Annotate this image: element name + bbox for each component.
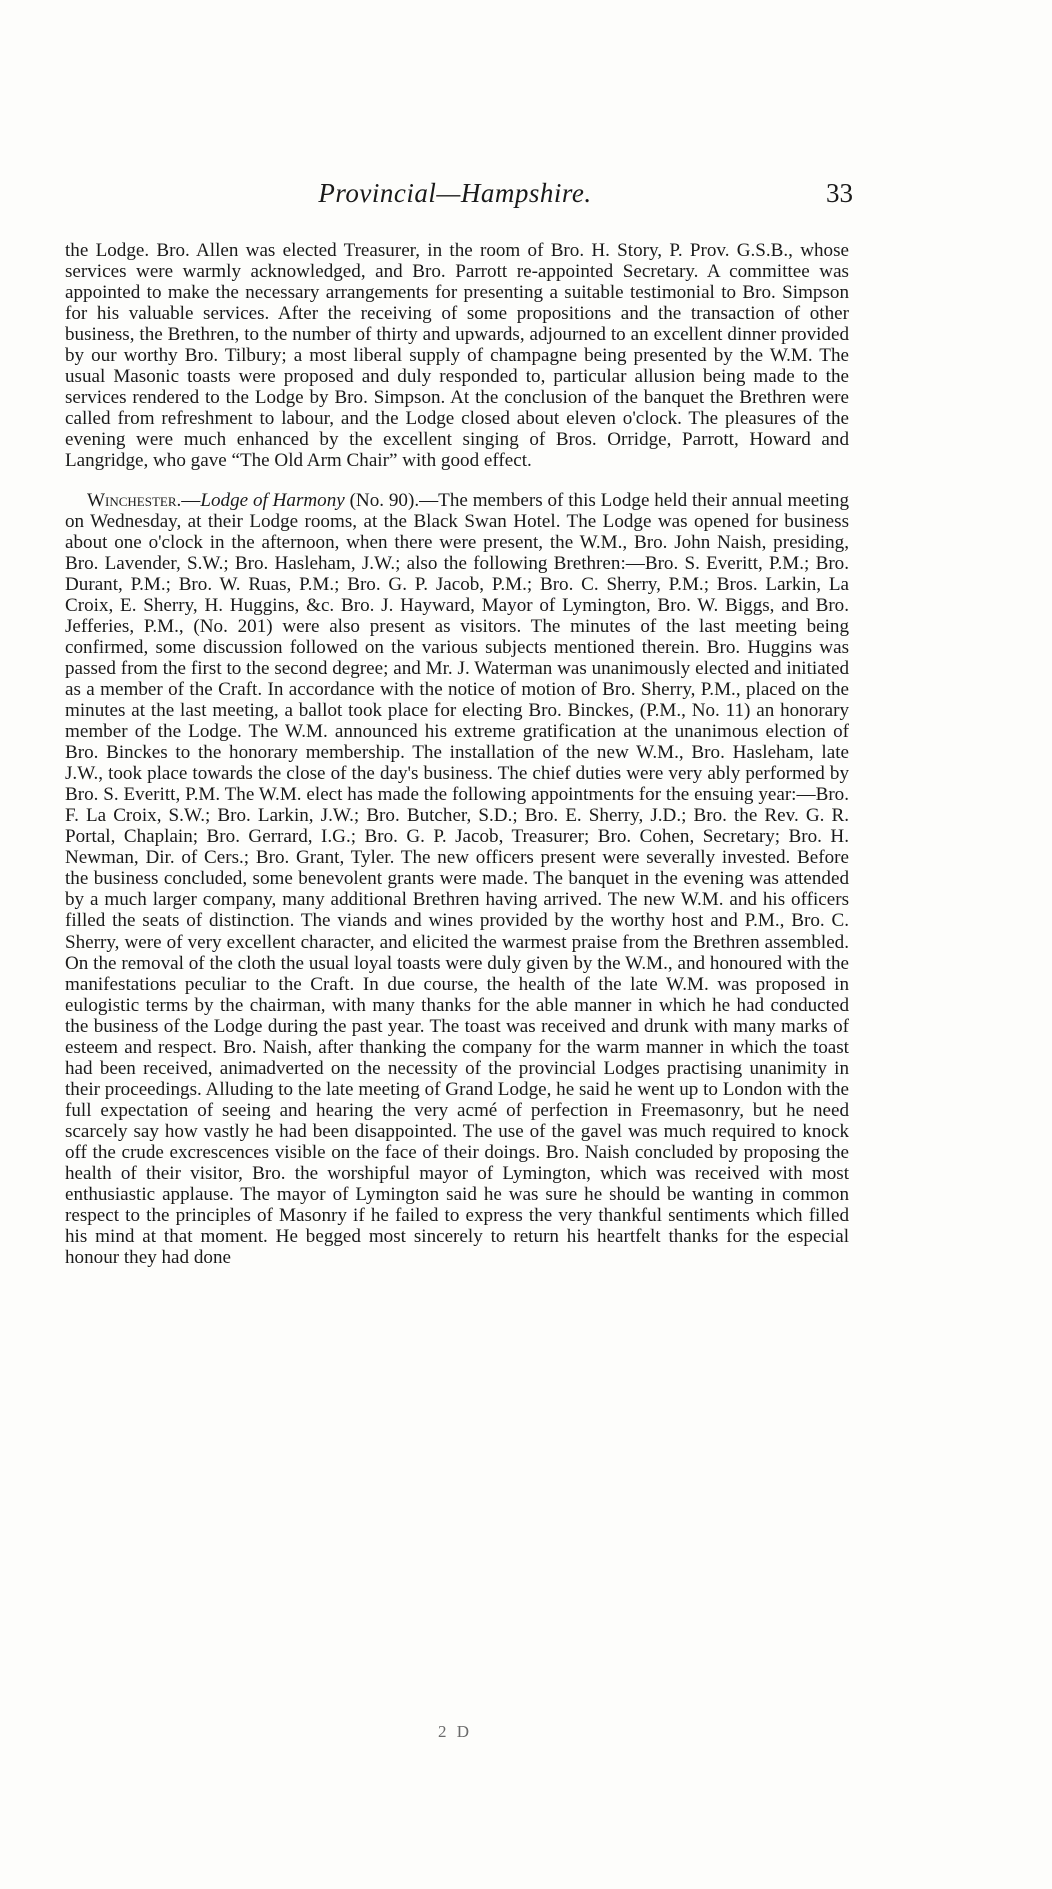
page-number: 33 [826, 178, 853, 208]
place-name: Winchester. [87, 489, 182, 511]
article-body [65, 240, 849, 1268]
running-head [65, 178, 853, 218]
paragraph-winchester [65, 490, 849, 1269]
running-title: Provincial—Hampshire. [318, 178, 592, 208]
printer-signature: 2 D [437, 1722, 473, 1741]
em-dash: — [181, 489, 201, 511]
paragraph-lodge-closing: the Lodge. Bro. Allen was elected Treasurer, in the room of Bro. H. Story, P. Prov. G.S.B., whose services were warmly acknowledged, and Bro. Parrott re-appointed Secretary. A committee was appointed to make the necessary arrangements for presenting a suitable testimonial to Bro. Simpson for his valuable services. After the receiving of some propositions and the transaction of other business, the Brethren, to the number of thirty and upwards, adjourned to an excellent dinner provided by our worthy Bro. Tilbury; a most liberal supply of champagne being presented by the W.M. The usual Masonic toasts were proposed and duly responded to, particular allusion being made to the services rendered to the Lodge by Bro. Simpson. At the conclusion of the banquet the Brethren were called from refreshment to labour, and the Lodge closed about eleven o'clock. The pleasures of the evening were much enhanced by the excellent singing of Bros. Orridge, Parrott, Howard and Langridge, who gave “The Old Arm Chair” with good effect. [65, 240, 849, 472]
lodge-name: Lodge of Harmony [200, 489, 345, 511]
paragraph-winchester-text: (No. 90).—The members of this Lodge held their annual meeting on Wednesday, at their Lodge rooms, at the Black Swan Hotel. The Lodge was opened for business about one o'clock in the afternoon, when there were present, the W.M., Bro. John Naish, presiding, Bro. Lavender, S.W.; Bro. Hasleham, J.W.; also the following Brethren:—Bro. S. Everitt, P.M.; Bro. Durant, P.M.; Bro. W. Ruas, P.M.; Bro. G. P. Jacob, P.M.; Bro. C. Sherry, P.M.; Bros. Larkin, La Croix, E. Sherry, H. Huggins, &c. Bro. J. Hayward, Mayor of Lymington, Bro. W. Biggs, and Bro. Jefferies, P.M., (No. 201) were also present as visitors. The minutes of the last meeting being confirmed, some discussion followed on the various subjects mentioned therein. Bro. Huggins was passed from the first to the second degree; and Mr. J. Waterman was unanimously elected and initiated as a member of the Craft. In accordance with the notice of motion of Bro. Sherry, P.M., placed on the minutes at the last meeting, a ballot took place for electing Bro. Binckes, (P.M., No. 11) an honorary member of the Lodge. The W.M. announced his extreme gratification at the unanimous election of Bro. Binckes to the honorary membership. The installation of the new W.M., Bro. Hasleham, late J.W., took place towards the close of the day's business. The chief duties were very ably performed by Bro. S. Everitt, P.M. The W.M. elect has made the following appointments for the ensuing year:—Bro. F. La Croix, S.W.; Bro. Larkin, J.W.; Bro. Butcher, S.D.; Bro. E. Sherry, J.D.; Bro. the Rev. G. R. Portal, Chaplain; Bro. Gerrard, I.G.; Bro. G. P. Jacob, Treasurer; Bro. Cohen, Secretary; Bro. H. Newman, Dir. of Cers.; Bro. Grant, Tyler. The new officers present were severally invested. Before the business concluded, some benevolent grants were made. The banquet in the evening was attended by a much larger company, many additional Brethren having arrived. The new W.M. and his officers filled the seats of distinction. The viands and wines provided by the worthy host and P.M., Bro. C. Sherry, were of very excellent character, and elicited the warmest praise from the Brethren assembled. On the removal of the cloth the usual loyal toasts were duly given by the W.M., and honoured with the manifestations peculiar to the Craft. In due course, the health of the late W.M. was proposed in eulogistic terms by the chairman, with many thanks for the able manner in which he had conducted the business of the Lodge during the past year. The toast was received and drunk with many marks of esteem and respect. Bro. Naish, after thanking the company for the warm manner in which the toast had been received, animadverted on the necessity of the provincial Lodges practising unanimity in their proceedings. Alluding to the late meeting of Grand Lodge, he said he went up to London with the full expectation of seeing and hearing the very acmé of perfection in Freemasonry, but he need scarcely say how vastly he had been disappointed. The use of the gavel was much required to knock off the crude excrescences visible on the face of their doings. Bro. Naish concluded by proposing the health of their visitor, Bro. the worshipful mayor of Lymington, which was received with most enthusiastic applause. The mayor of Lymington said he was sure he should be wanting in common respect to the principles of Masonry if he failed to express the very thankful sentiments which filled his mind at that moment. He begged most sincerely to return his heartfelt thanks for the especial honour they had done [65, 489, 849, 1269]
